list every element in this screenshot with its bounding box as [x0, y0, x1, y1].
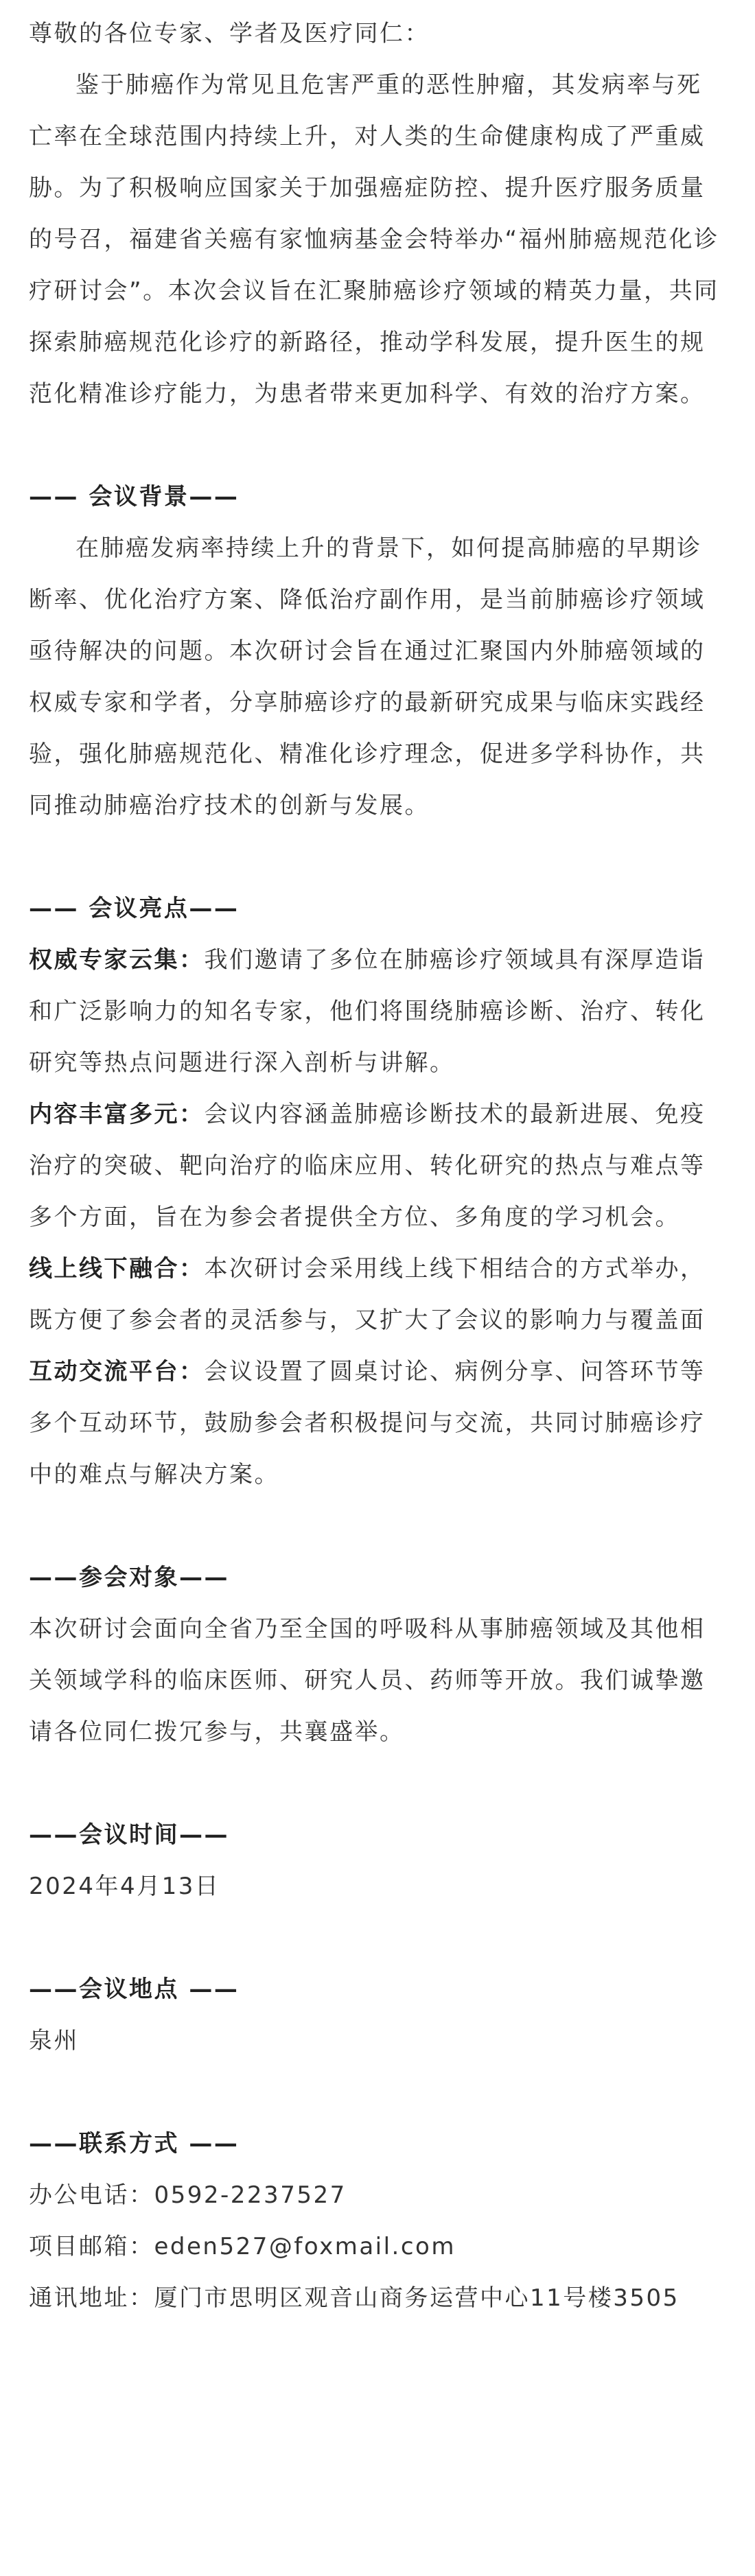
highlight-title: 互动交流平台： [29, 1358, 205, 1385]
audience-heading: ——参会对象—— [29, 1564, 229, 1591]
highlight-text: 本次研讨会采用线上线下相结合的方式举办，既方便了参会者的灵活参与，又扩大了会议的影响力与覆盖面 [29, 1255, 706, 1334]
spacer [29, 1501, 726, 1552]
highlight-title: 权威专家云集： [29, 946, 205, 974]
time-value: 2024年4月13日 [29, 1873, 220, 1900]
highlights-heading: —— 会议亮点—— [29, 895, 240, 922]
background-heading: —— 会议背景—— [29, 483, 240, 511]
highlight-item [29, 1243, 726, 1346]
highlight-text: 我们邀请了多位在肺癌诊疗领域具有深厚造诣和广泛影响力的知名专家，他们将围绕肺癌诊断、治疗、转化研究等热点问题进行深入剖析与讲解。 [29, 946, 706, 1077]
spacer [29, 1912, 726, 1964]
highlight-item [29, 1346, 726, 1501]
audience-paragraph: 本次研讨会面向全省乃至全国的呼吸科从事肺癌领域及其他相关领域学科的临床医师、研究人员、药师等开放。我们诚挚邀请各位同仁拨冗参与，共襄盛举。 [29, 1615, 706, 1746]
greeting: 尊敬的各位专家、学者及医疗同仁： [29, 20, 430, 47]
highlight-item [29, 935, 726, 1089]
contact-email: 项目邮箱：eden527@foxmail.com [29, 2233, 456, 2260]
spacer [29, 2067, 726, 2118]
spacer [29, 420, 726, 471]
highlight-text: 会议设置了圆桌讨论、病例分享、问答环节等多个互动环节，鼓励参会者积极提问与交流，共同讨肺癌诊疗中的难点与解决方案。 [29, 1358, 706, 1488]
contact-heading: ——联系方式 —— [29, 2130, 240, 2157]
contact-address: 通讯地址：厦门市思明区观音山商务运营中心11号楼3505 [29, 2284, 680, 2312]
spacer [29, 1758, 726, 1810]
highlight-item [29, 1089, 726, 1243]
intro-paragraph: 鉴于肺癌作为常见且危害严重的恶性肿瘤，其发病率与死亡率在全球范围内持续上升，对人类的生命健康构成了严重威胁。为了积极响应国家关于加强癌症防控、提升医疗服务质量的号召，福建省关癌有家恤病基金会特举办“福州肺癌规范化诊疗研讨会”。本次会议旨在汇聚肺癌诊疗领域的精英力量，共同探索肺癌规范化诊疗的新路径，推动学科发展，提升医生的规范化精准诊疗能力，为患者带来更加科学、有效的治疗方案。 [29, 71, 719, 408]
spacer [29, 832, 726, 883]
time-heading: ——会议时间—— [29, 1821, 229, 1849]
highlight-title: 内容丰富多元： [29, 1101, 205, 1128]
highlight-text: 会议内容涵盖肺癌诊断技术的最新进展、免疫治疗的突破、靶向治疗的临床应用、转化研究的热点与难点等多个方面，旨在为参会者提供全方位、多角度的学习机会。 [29, 1101, 706, 1231]
location-value: 泉州 [29, 2027, 79, 2054]
background-paragraph: 在肺癌发病率持续上升的背景下，如何提高肺癌的早期诊断率、优化治疗方案、降低治疗副作用，是当前肺癌诊疗领域亟待解决的问题。本次研讨会旨在通过汇聚国内外肺癌领域的权威专家和学者，分享肺癌诊疗的最新研究成果与临床实践经验，强化肺癌规范化、精准化诊疗理念，促进多学科协作，共同推动肺癌治疗技术的创新与发展。 [29, 535, 706, 819]
contact-phone: 办公电话：0592-2237527 [29, 2181, 347, 2209]
highlight-title: 线上线下融合： [29, 1255, 205, 1283]
location-heading: ——会议地点 —— [29, 1976, 240, 2003]
